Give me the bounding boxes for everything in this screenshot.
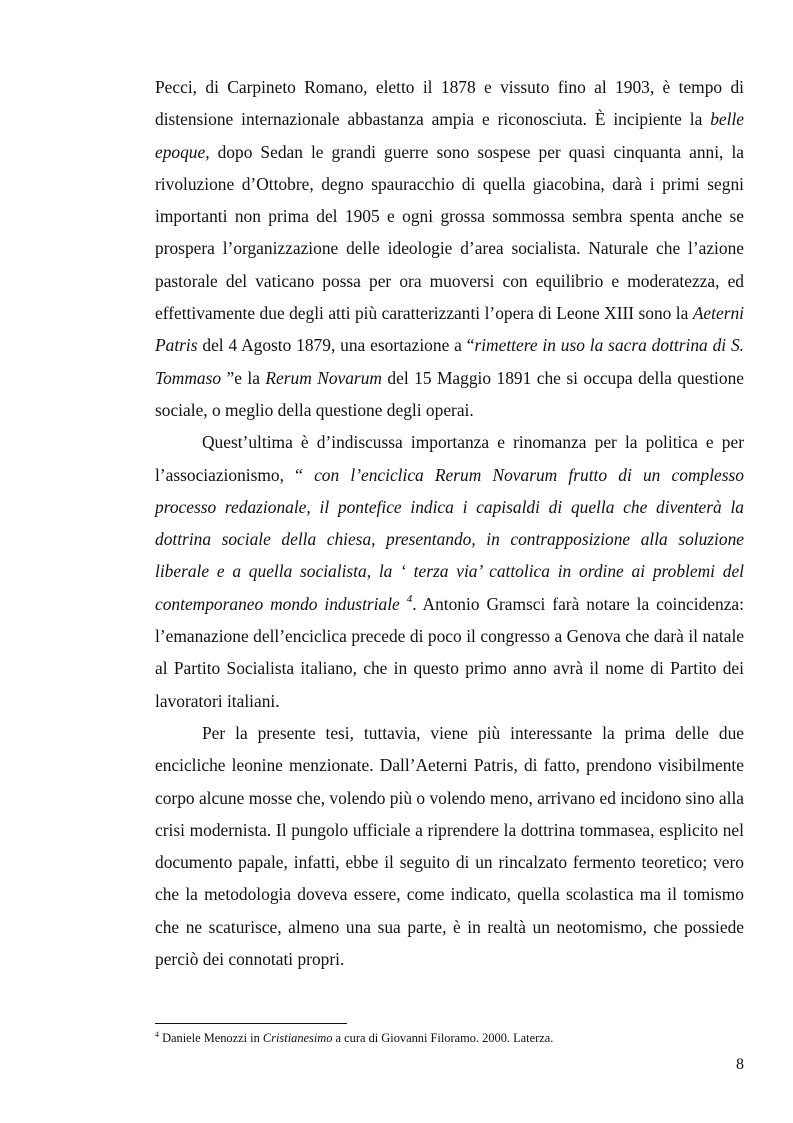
italic-text: rimettere in uso la sacra dottrina di S. Tommaso	[155, 335, 744, 388]
paragraph-3	[155, 717, 744, 975]
text-run: dopo Sedan le grandi guerre sono sospese per quasi cinquanta anni, la rivoluzione d’Ottobre, degno spauracchio di quella giacobina, darà i primi segni importanti non prima del 1905 e ogni grossa sommossa sembra spenta anche se prospera l’organizzazione delle ideologie d’area socialista. Naturale che l’azione pastorale del vaticano possa per ora muoversi con equilibrio e moderatezza, ed effettivamente due degli atti più caratterizzanti l’opera di Leone XIII sono la	[155, 141, 744, 324]
text-run: a cura di Giovanni Filoramo. 2000. Laterza.	[332, 1031, 554, 1045]
body-text	[155, 71, 744, 975]
paragraph-1	[155, 71, 744, 426]
page-number: 8	[736, 1056, 744, 1073]
italic-text: belle epoque,	[155, 109, 744, 162]
footnote-text	[159, 1031, 553, 1045]
footnote-reference: 4	[406, 592, 413, 605]
text-run: del 15 Maggio 1891 che si occupa della questione sociale, o meglio della questione degli operai.	[155, 367, 744, 420]
text-run: . Antonio Gramsci farà notare la coincidenza: l’emanazione dell’enciclica precede di poco il congresso a Genova che darà il natale al Partito Socialista italiano, che in questo primo anno avrà il nome di Partito dei lavoratori italiani.	[155, 593, 744, 711]
text-run: ”e la	[221, 367, 266, 388]
text-run: Pecci, di Carpineto Romano, eletto il 1878 e vissuto fino al 1903, è tempo di distensione internazionale abbastanza ampia e riconosciuta. È incipiente la	[155, 77, 744, 130]
text-run: Daniele Menozzi in	[159, 1031, 263, 1045]
paragraph-2	[155, 426, 744, 717]
footnote-separator	[155, 1023, 347, 1024]
italic-text: Aeterni Patris	[155, 303, 744, 356]
footnote-marker: 4	[155, 1029, 159, 1039]
italic-text: Cristianesimo	[262, 1031, 333, 1045]
text-run: del 4 Agosto 1879, una esortazione a “	[197, 335, 475, 356]
italic-text: con l’enciclica Rerum Novarum frutto di un complesso processo redazionale, il pontefice indica i capisaldi di quella che diventerà la dottrina sociale della chiesa, presentando, in contrapposizione alla soluzione liberale e a quella socialista, la ‘ terza via’ cattolica in ordine ai problemi del contemporaneo mondo industriale	[155, 464, 744, 614]
italic-text: Rerum Novarum	[265, 367, 382, 388]
text-run: Per la presente tesi, tuttavia, viene più interessante la prima delle due encicliche leonine menzionate. Dall’Aeterni Patris, di fatto, prendono visibilmente corpo alcune mosse che, volendo più o volendo meno, arrivano ed incidono sino alla crisi modernista. Il pungolo ufficiale a riprendere la dottrina tommasea, esplicito nel documento papale, infatti, ebbe il seguito di un rincalzato fermento teoretico; vero che la metodologia doveva essere, come indicato, quella scolastica ma il tomismo che ne scaturisce, almeno una sua parte, è in realtà un neotomismo, che possiede perciò dei connotati propri.	[155, 722, 744, 970]
text-run: Quest’ultima è d’indiscussa importanza e rinomanza per la politica e per l’associazionismo, “	[155, 432, 744, 485]
footnote	[155, 1030, 744, 1046]
